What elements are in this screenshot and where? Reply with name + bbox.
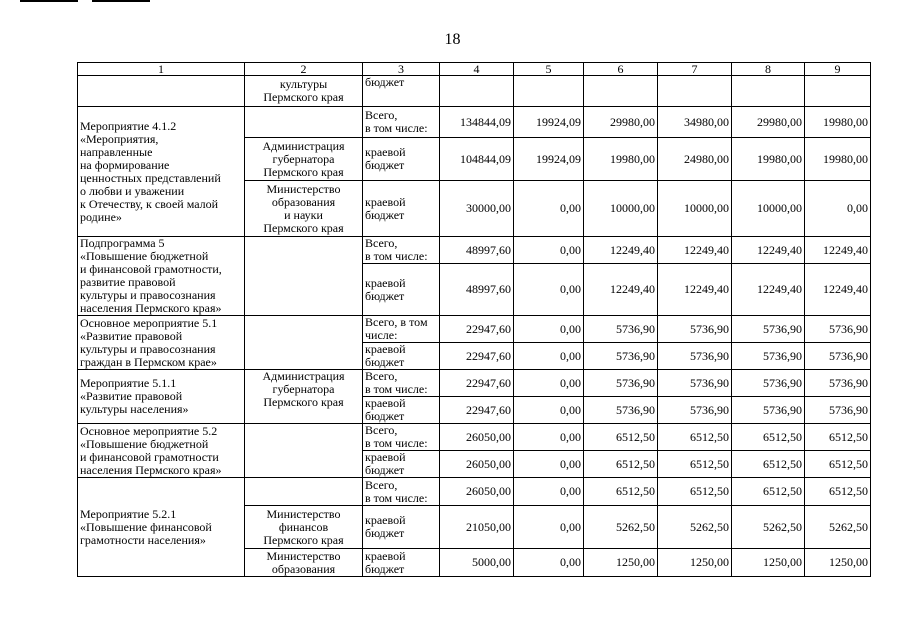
executor-cell	[245, 424, 363, 478]
column-number: 9	[805, 63, 871, 76]
value-cell: 12249,40	[732, 264, 805, 316]
value-cell: 6512,50	[805, 424, 871, 451]
value-cell: 0,00	[514, 237, 584, 264]
executor-cell	[245, 316, 363, 370]
table-row	[78, 478, 871, 506]
funding-source: Всего, в том числе:	[363, 107, 440, 138]
value-cell: 19924,09	[514, 107, 584, 138]
value-cell: 5736,90	[732, 370, 805, 397]
value-cell: 6512,50	[658, 451, 732, 478]
value-cell: 10000,00	[658, 181, 732, 237]
value-cell: 6512,50	[805, 451, 871, 478]
funding-source: краевой бюджет	[363, 397, 440, 424]
value-cell: 5736,90	[658, 397, 732, 424]
executor-cell	[245, 237, 363, 316]
value-cell: 26050,00	[440, 478, 514, 506]
funding-source: краевой бюджет	[363, 506, 440, 549]
value-cell: 22947,60	[440, 343, 514, 370]
table-row	[78, 107, 871, 138]
value-cell: 5262,50	[732, 506, 805, 549]
executor-cell: Министерство образования	[245, 549, 363, 577]
value-cell	[658, 76, 732, 107]
column-number-row	[78, 63, 871, 76]
value-cell: 5000,00	[440, 549, 514, 577]
value-cell: 0,00	[514, 451, 584, 478]
value-cell: 29980,00	[584, 107, 658, 138]
value-cell: 0,00	[514, 506, 584, 549]
executor-cell: культуры Пермского края	[245, 76, 363, 107]
value-cell: 6512,50	[658, 478, 732, 506]
value-cell: 6512,50	[805, 478, 871, 506]
activity-name: Мероприятие 5.1.1 «Развитие правовой культуры населения»	[78, 370, 245, 424]
column-number: 7	[658, 63, 732, 76]
value-cell: 5736,90	[584, 316, 658, 343]
value-cell: 10000,00	[732, 181, 805, 237]
funding-source: Всего, в том числе:	[363, 370, 440, 397]
value-cell: 12249,40	[732, 237, 805, 264]
value-cell: 1250,00	[584, 549, 658, 577]
top-edge-mark	[20, 0, 78, 2]
value-cell: 19980,00	[805, 138, 871, 181]
value-cell: 29980,00	[732, 107, 805, 138]
funding-source: Всего, в том числе:	[363, 424, 440, 451]
value-cell: 0,00	[514, 343, 584, 370]
column-number: 5	[514, 63, 584, 76]
executor-cell: Администрация губернатора Пермского края	[245, 370, 363, 424]
executor-cell	[245, 107, 363, 138]
top-edge-mark	[92, 0, 150, 2]
column-number: 4	[440, 63, 514, 76]
value-cell: 12249,40	[658, 264, 732, 316]
funding-source: бюджет	[363, 76, 440, 107]
funding-source: краевой бюджет	[363, 451, 440, 478]
table-row	[78, 316, 871, 343]
column-number: 2	[245, 63, 363, 76]
executor-cell: Министерство образования и науки Пермского края	[245, 181, 363, 237]
page-number: 18	[444, 31, 461, 48]
value-cell	[732, 76, 805, 107]
value-cell: 0,00	[514, 181, 584, 237]
column-number: 1	[78, 63, 245, 76]
value-cell: 19924,09	[514, 138, 584, 181]
value-cell: 6512,50	[732, 451, 805, 478]
column-number: 8	[732, 63, 805, 76]
activity-name: Мероприятие 4.1.2 «Мероприятия, направленные на формирование ценностных представлений о любви и уважении к Отечеству, к своей малой родине»	[78, 107, 245, 237]
value-cell: 5736,90	[732, 397, 805, 424]
activity-name: Мероприятие 5.2.1 «Повышение финансовой грамотности населения»	[78, 478, 245, 577]
funding-source: Всего, в том числе:	[363, 237, 440, 264]
value-cell: 5736,90	[732, 343, 805, 370]
value-cell: 5736,90	[658, 316, 732, 343]
value-cell: 12249,40	[658, 237, 732, 264]
funding-source: Всего, в том числе:	[363, 478, 440, 506]
column-number: 6	[584, 63, 658, 76]
value-cell: 10000,00	[584, 181, 658, 237]
funding-source: Всего, в том числе:	[363, 316, 440, 343]
table-row	[78, 370, 871, 397]
value-cell: 19980,00	[584, 138, 658, 181]
value-cell: 104844,09	[440, 138, 514, 181]
value-cell: 6512,50	[732, 478, 805, 506]
value-cell: 48997,60	[440, 264, 514, 316]
activity-name: Основное мероприятие 5.2 «Повышение бюджетной и финансовой грамотности населения Пермского края»	[78, 424, 245, 478]
value-cell: 0,00	[514, 549, 584, 577]
funding-source: краевой бюджет	[363, 343, 440, 370]
value-cell: 12249,40	[584, 237, 658, 264]
value-cell: 5262,50	[584, 506, 658, 549]
executor-cell: Министерство финансов Пермского края	[245, 506, 363, 549]
value-cell: 5262,50	[805, 506, 871, 549]
activity-name: Основное мероприятие 5.1 «Развитие правовой культуры и правосознания граждан в Пермском крае»	[78, 316, 245, 370]
value-cell	[514, 76, 584, 107]
value-cell: 5736,90	[658, 343, 732, 370]
value-cell: 34980,00	[658, 107, 732, 138]
value-cell: 5736,90	[805, 343, 871, 370]
value-cell: 24980,00	[658, 138, 732, 181]
value-cell	[584, 76, 658, 107]
funding-source: краевой бюджет	[363, 138, 440, 181]
table-row	[78, 237, 871, 264]
activity-name: Подпрограмма 5 «Повышение бюджетной и финансовой грамотности, развитие правовой культуры и правосознания населения Пермского края»	[78, 237, 245, 316]
value-cell	[805, 76, 871, 107]
value-cell: 48997,60	[440, 237, 514, 264]
value-cell: 5736,90	[805, 370, 871, 397]
value-cell: 5736,90	[658, 370, 732, 397]
value-cell: 30000,00	[440, 181, 514, 237]
value-cell: 21050,00	[440, 506, 514, 549]
executor-cell	[245, 478, 363, 506]
value-cell: 0,00	[514, 316, 584, 343]
funding-source: краевой бюджет	[363, 181, 440, 237]
value-cell: 6512,50	[732, 424, 805, 451]
value-cell: 22947,60	[440, 397, 514, 424]
value-cell: 19980,00	[732, 138, 805, 181]
value-cell: 1250,00	[658, 549, 732, 577]
value-cell: 6512,50	[584, 478, 658, 506]
value-cell: 5736,90	[805, 316, 871, 343]
value-cell: 6512,50	[584, 451, 658, 478]
value-cell: 5736,90	[584, 397, 658, 424]
funding-source: краевой бюджет	[363, 549, 440, 577]
value-cell: 12249,40	[584, 264, 658, 316]
value-cell: 22947,60	[440, 316, 514, 343]
value-cell: 5736,90	[805, 397, 871, 424]
activity-name	[78, 76, 245, 107]
budget-table	[77, 62, 871, 577]
value-cell: 0,00	[514, 370, 584, 397]
executor-cell: Администрация губернатора Пермского края	[245, 138, 363, 181]
value-cell: 0,00	[514, 264, 584, 316]
table-row	[78, 424, 871, 451]
value-cell: 12249,40	[805, 237, 871, 264]
value-cell: 6512,50	[658, 424, 732, 451]
column-number: 3	[363, 63, 440, 76]
value-cell: 22947,60	[440, 370, 514, 397]
value-cell: 0,00	[514, 478, 584, 506]
value-cell: 5736,90	[584, 343, 658, 370]
value-cell: 6512,50	[584, 424, 658, 451]
value-cell: 1250,00	[732, 549, 805, 577]
value-cell: 134844,09	[440, 107, 514, 138]
value-cell: 26050,00	[440, 424, 514, 451]
table-row	[78, 76, 871, 107]
value-cell: 5262,50	[658, 506, 732, 549]
value-cell: 19980,00	[805, 107, 871, 138]
funding-source: краевой бюджет	[363, 264, 440, 316]
value-cell: 0,00	[805, 181, 871, 237]
value-cell	[440, 76, 514, 107]
value-cell: 0,00	[514, 397, 584, 424]
value-cell: 0,00	[514, 424, 584, 451]
value-cell: 5736,90	[732, 316, 805, 343]
value-cell: 26050,00	[440, 451, 514, 478]
value-cell: 5736,90	[584, 370, 658, 397]
value-cell: 1250,00	[805, 549, 871, 577]
value-cell: 12249,40	[805, 264, 871, 316]
